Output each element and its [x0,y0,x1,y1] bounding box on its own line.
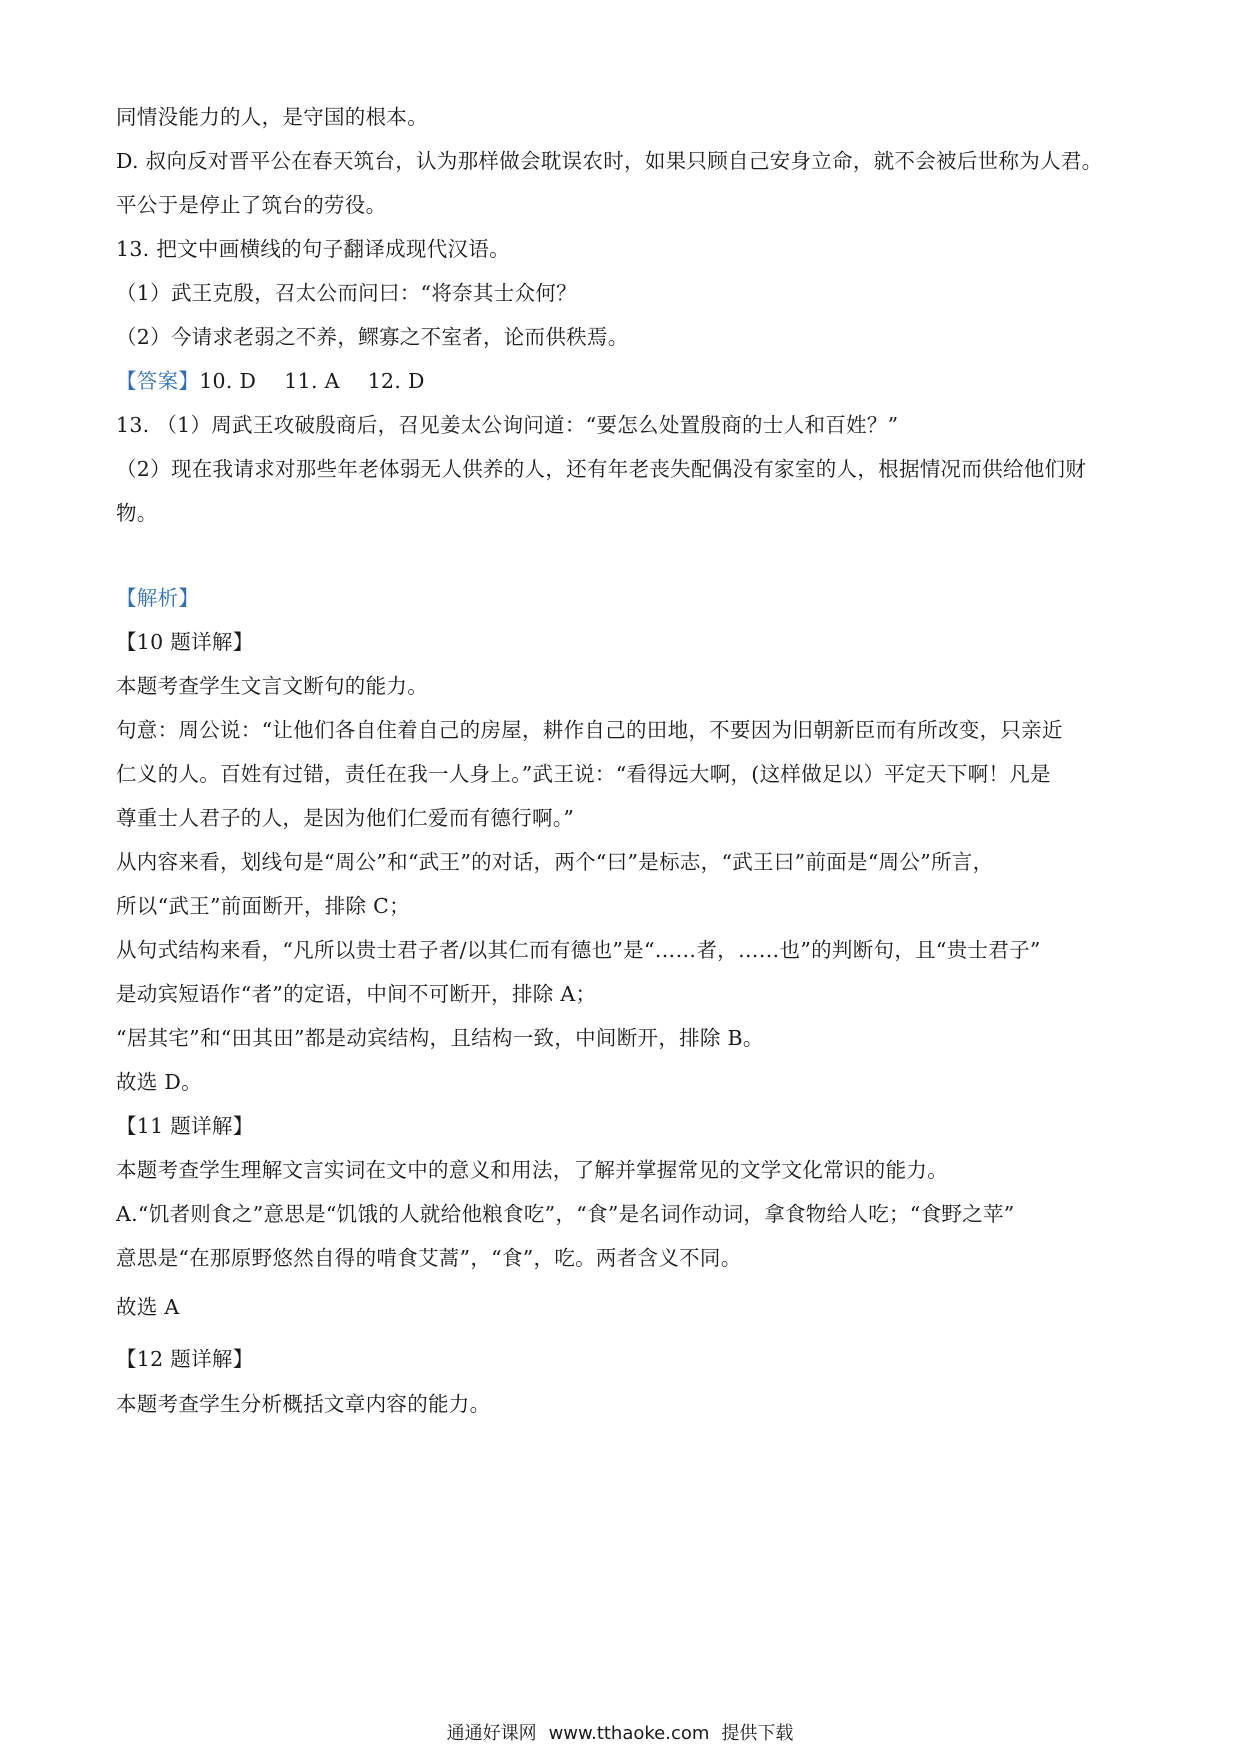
text-line: 句意：周公说：“让他们各自住着自己的房屋，耕作自己的田地，不要因为旧朝新臣而有所改变，只亲近 [116,718,1063,742]
answer-item: 11. A [284,369,340,393]
text-line: 平公于是停止了筑台的劳役。 [116,193,387,217]
answer-13-part-2: （2）现在我请求对那些年老体弱无人供养的人，还有年老丧失配偶没有家室的人，根据情况而供给他们财 [116,457,1087,481]
answer-item: 10. D [199,369,257,393]
section-heading-10: 【10 题详解】 [116,630,254,654]
answer-item: 12. D [367,369,425,393]
answer-line [116,366,1136,396]
text-line: 本题考查学生分析概括文章内容的能力。 [116,1392,491,1416]
text-line: 意思是“在那原野悠然自得的啃食艾蒿”，“食”，吃。两者含义不同。 [116,1246,742,1270]
page-footer [0,1722,1240,1746]
footer-suffix: 提供下载 [721,1723,794,1744]
text-line: 故选 A [116,1295,180,1319]
section-heading-12: 【12 题详解】 [116,1347,254,1371]
question-13-part-2: （2）今请求老弱之不养，鳏寡之不室者，论而供秩焉。 [116,325,629,349]
text-line: 所以“武王”前面断开，排除 C； [116,894,410,918]
text-line: 是动宾短语作“者”的定语，中间不可断开，排除 A； [116,982,597,1006]
text-line: 仁义的人。百姓有过错，责任在我一人身上。”武王说：“看得远大啊，(这样做足以）平定天下啊！凡是 [116,762,1051,786]
text-line: 从句式结构来看，“凡所以贵士君子者/以其仁而有德也”是“……者，……也”的判断句，且“贵士君子” [116,938,1041,962]
text-line: 尊重士人君子的人，是因为他们仁爱而有德行啊。” [116,806,575,830]
question-13-part-1: （1）武王克殷，召太公而问曰：“将奈其士众何？ [116,281,577,305]
text-line: “居其宅”和“田其田”都是动宾结构，且结构一致，中间断开，排除 B。 [116,1026,764,1050]
analysis-tag: 【解析】 [116,586,200,610]
answer-tag: 【答案】 [116,369,200,393]
text-line: 本题考查学生文言文断句的能力。 [116,674,428,698]
text-line: 物。 [116,501,158,525]
question-13-heading: 13. 把文中画横线的句子翻译成现代汉语。 [116,237,510,261]
option-d-line: D. 叔向反对晋平公在春天筑台，认为那样做会耽误农时，如果只顾自己安身立命，就不会被后世称为人君。 [116,149,1103,173]
text-line: 故选 D。 [116,1070,202,1094]
footer-url[interactable]: www.tthaoke.com [548,1723,710,1744]
section-heading-11: 【11 题详解】 [116,1114,254,1138]
text-line: 本题考查学生理解文言实词在文中的意义和用法，了解并掌握常见的文学文化常识的能力。 [116,1158,948,1182]
answer-13-part-1: 13. （1）周武王攻破殷商后，召见姜太公询问道：“要怎么处置殷商的士人和百姓？” [116,413,899,437]
text-line: 同情没能力的人，是守国的根本。 [116,105,428,129]
footer-site-name: 通通好课网 [446,1723,537,1744]
text-line: 从内容来看，划线句是“周公”和“武王”的对话，两个“曰”是标志，“武王曰”前面是“周公”所言， [116,850,994,874]
text-line: A.“饥者则食之”意思是“饥饿的人就给他粮食吃”，“食”是名词作动词，拿食物给人吃；“食野之苹” [116,1202,1015,1226]
